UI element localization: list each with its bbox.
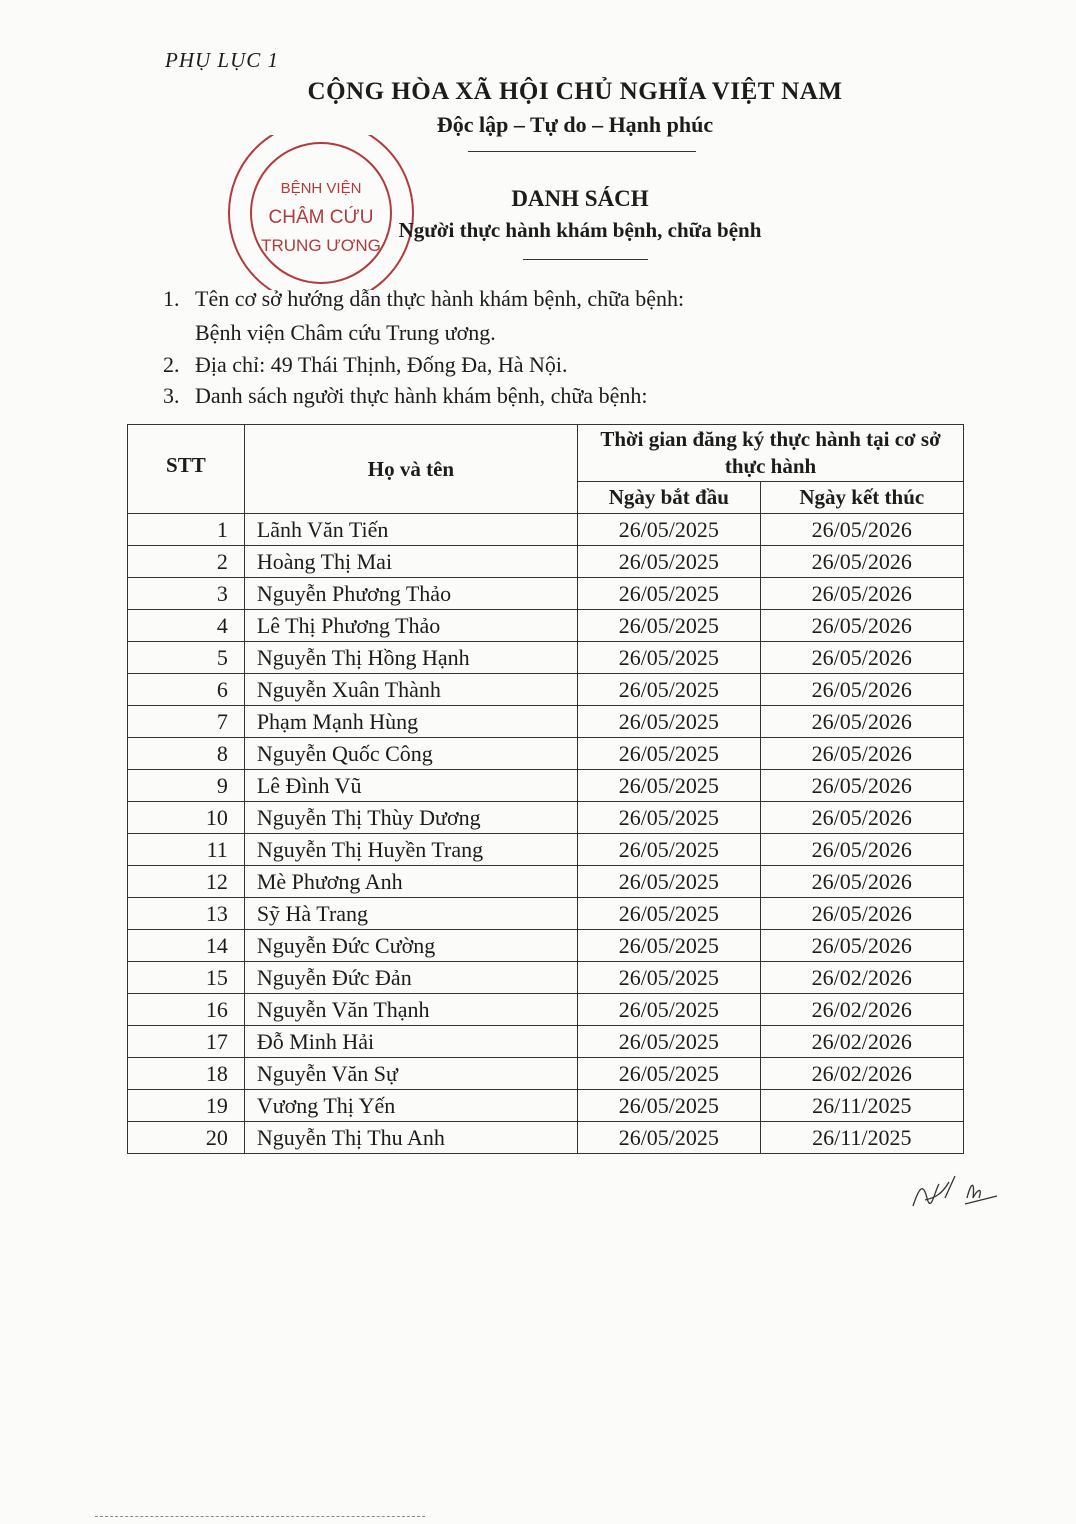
row-stt: 3: [128, 578, 245, 610]
row-end-date: 26/11/2025: [760, 1090, 963, 1122]
row-end-date: 26/02/2026: [760, 962, 963, 994]
table-row: [128, 994, 964, 1026]
header-name: Họ và tên: [244, 425, 577, 514]
table-row: [128, 578, 964, 610]
table-row: [128, 962, 964, 994]
row-name: Đỗ Minh Hải: [244, 1026, 577, 1058]
row-end-date: 26/02/2026: [760, 1026, 963, 1058]
header-stt: STT: [128, 425, 245, 514]
row-stt: 10: [128, 802, 245, 834]
row-name: Nguyễn Thị Thu Anh: [244, 1122, 577, 1154]
appendix-label: PHỤ LỤC 1: [165, 48, 280, 72]
row-stt: 8: [128, 738, 245, 770]
row-start-date: 26/05/2025: [578, 610, 761, 642]
table-row: [128, 706, 964, 738]
row-stt: 12: [128, 866, 245, 898]
row-name: Nguyễn Đức Cường: [244, 930, 577, 962]
page-bottom-mark: [95, 1516, 425, 1517]
row-end-date: 26/05/2026: [760, 738, 963, 770]
row-end-date: 26/05/2026: [760, 930, 963, 962]
stamp-line-3: TRUNG ƯƠNG: [261, 236, 381, 255]
row-start-date: 26/05/2025: [578, 1058, 761, 1090]
row-end-date: 26/05/2026: [760, 546, 963, 578]
practitioner-table: [127, 424, 964, 1154]
row-stt: 7: [128, 706, 245, 738]
row-stt: 11: [128, 834, 245, 866]
hospital-stamp: [223, 135, 423, 290]
row-start-date: 26/05/2025: [578, 514, 761, 546]
item-number: 1.: [163, 286, 180, 311]
row-stt: 17: [128, 1026, 245, 1058]
handwritten-initials: [905, 1168, 1005, 1213]
header-end-date: Ngày kết thúc: [760, 482, 963, 514]
row-start-date: 26/05/2025: [578, 834, 761, 866]
row-start-date: 26/05/2025: [578, 674, 761, 706]
row-end-date: 26/05/2026: [760, 834, 963, 866]
row-stt: 16: [128, 994, 245, 1026]
row-end-date: 26/05/2026: [760, 642, 963, 674]
stamp-line-2: CHÂM CỨU: [268, 207, 374, 228]
item-text: Tên cơ sở hướng dẫn thực hành khám bệnh, chữa bệnh:: [195, 286, 685, 311]
table-row: [128, 1026, 964, 1058]
table-row: [128, 898, 964, 930]
row-stt: 20: [128, 1122, 245, 1154]
row-name: Nguyễn Văn Thạnh: [244, 994, 577, 1026]
table-row: [128, 674, 964, 706]
row-start-date: 26/05/2025: [578, 994, 761, 1026]
item-practitioner-list: [163, 383, 647, 409]
row-stt: 2: [128, 546, 245, 578]
row-stt: 6: [128, 674, 245, 706]
row-name: Nguyễn Xuân Thành: [244, 674, 577, 706]
table-row: [128, 738, 964, 770]
row-start-date: 26/05/2025: [578, 930, 761, 962]
item-number: 2.: [163, 352, 180, 377]
row-start-date: 26/05/2025: [578, 546, 761, 578]
row-stt: 19: [128, 1090, 245, 1122]
row-name: Phạm Mạnh Hùng: [244, 706, 577, 738]
table-row: [128, 834, 964, 866]
row-end-date: 26/05/2026: [760, 514, 963, 546]
item-address: [163, 352, 568, 378]
row-end-date: 26/05/2026: [760, 610, 963, 642]
row-name: Lê Đình Vũ: [244, 770, 577, 802]
row-end-date: 26/05/2026: [760, 866, 963, 898]
table-row: [128, 866, 964, 898]
table-row: [128, 546, 964, 578]
table-row: [128, 514, 964, 546]
row-end-date: 26/02/2026: [760, 994, 963, 1026]
row-name: Hoàng Thị Mai: [244, 546, 577, 578]
national-title: CỘNG HÒA XÃ HỘI CHỦ NGHĨA VIỆT NAM: [307, 78, 843, 105]
row-start-date: 26/05/2025: [578, 1026, 761, 1058]
row-name: Nguyễn Thị Thùy Dương: [244, 802, 577, 834]
row-name: Nguyễn Thị Huyền Trang: [244, 834, 577, 866]
row-stt: 5: [128, 642, 245, 674]
table-row: [128, 1058, 964, 1090]
item-number: 3.: [163, 383, 180, 408]
row-end-date: 26/05/2026: [760, 770, 963, 802]
facility-name-value: Bệnh viện Châm cứu Trung ương.: [195, 320, 496, 345]
table-row: [128, 1122, 964, 1154]
item-facility-name: [163, 286, 684, 312]
row-start-date: 26/05/2025: [578, 1090, 761, 1122]
list-subtitle: Người thực hành khám bệnh, chữa bệnh: [398, 218, 762, 242]
stamp-line-1: BỆNH VIỆN: [280, 180, 362, 197]
row-start-date: 26/05/2025: [578, 706, 761, 738]
row-name: Nguyễn Phương Thảo: [244, 578, 577, 610]
row-stt: 18: [128, 1058, 245, 1090]
table-row: [128, 930, 964, 962]
row-end-date: 26/02/2026: [760, 1058, 963, 1090]
table-row: [128, 802, 964, 834]
row-start-date: 26/05/2025: [578, 962, 761, 994]
list-title: DANH SÁCH: [511, 186, 649, 211]
row-stt: 13: [128, 898, 245, 930]
item-text: Danh sách người thực hành khám bệnh, chữa bệnh:: [195, 383, 648, 408]
row-name: Vương Thị Yến: [244, 1090, 577, 1122]
header-registration-period: Thời gian đăng ký thực hành tại cơ sở thực hành: [578, 425, 964, 482]
row-name: Lãnh Văn Tiến: [244, 514, 577, 546]
item-text: Địa chỉ: 49 Thái Thịnh, Đống Đa, Hà Nội.: [195, 352, 568, 377]
row-start-date: 26/05/2025: [578, 578, 761, 610]
header-start-date: Ngày bắt đầu: [578, 482, 761, 514]
national-motto: Độc lập – Tự do – Hạnh phúc: [436, 112, 714, 137]
row-end-date: 26/05/2026: [760, 802, 963, 834]
row-stt: 9: [128, 770, 245, 802]
row-start-date: 26/05/2025: [578, 802, 761, 834]
row-start-date: 26/05/2025: [578, 642, 761, 674]
row-name: Nguyễn Văn Sự: [244, 1058, 577, 1090]
row-stt: 15: [128, 962, 245, 994]
row-name: Nguyễn Quốc Công: [244, 738, 577, 770]
row-name: Mè Phương Anh: [244, 866, 577, 898]
row-name: Lê Thị Phương Thảo: [244, 610, 577, 642]
row-start-date: 26/05/2025: [578, 866, 761, 898]
row-end-date: 26/11/2025: [760, 1122, 963, 1154]
title-underline: [523, 259, 648, 260]
table-row: [128, 1090, 964, 1122]
row-start-date: 26/05/2025: [578, 898, 761, 930]
row-stt: 4: [128, 610, 245, 642]
row-start-date: 26/05/2025: [578, 738, 761, 770]
row-end-date: 26/05/2026: [760, 578, 963, 610]
motto-underline: [468, 151, 696, 152]
row-stt: 14: [128, 930, 245, 962]
table-row: [128, 610, 964, 642]
table-row: [128, 642, 964, 674]
row-name: Sỹ Hà Trang: [244, 898, 577, 930]
row-end-date: 26/05/2026: [760, 898, 963, 930]
row-start-date: 26/05/2025: [578, 1122, 761, 1154]
row-name: Nguyễn Thị Hồng Hạnh: [244, 642, 577, 674]
row-start-date: 26/05/2025: [578, 770, 761, 802]
table-row: [128, 770, 964, 802]
row-name: Nguyễn Đức Đản: [244, 962, 577, 994]
row-end-date: 26/05/2026: [760, 674, 963, 706]
row-stt: 1: [128, 514, 245, 546]
row-end-date: 26/05/2026: [760, 706, 963, 738]
